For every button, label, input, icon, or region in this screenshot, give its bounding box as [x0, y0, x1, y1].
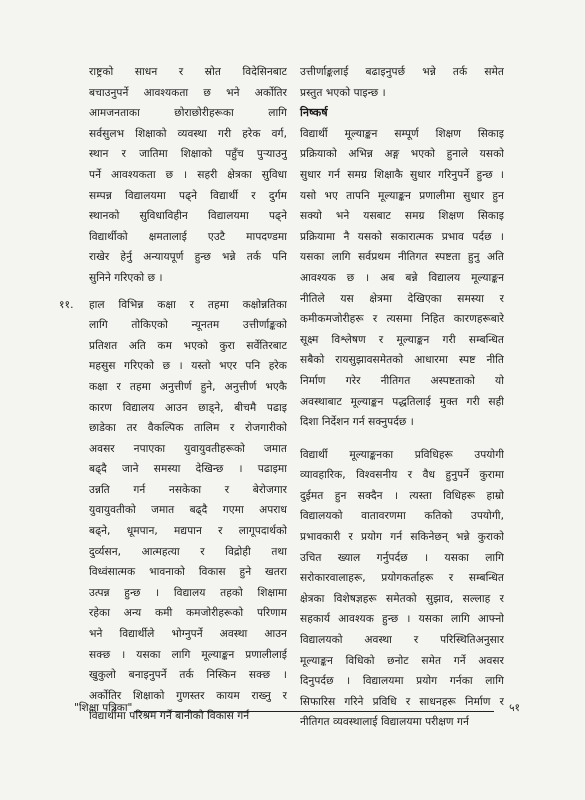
- text-line: व्यावहारिक, विश्वसनीय र वैध हुनुपर्ने कुरामा: [300, 469, 504, 482]
- text-line: बचाउनुपर्ने आवश्यकता छ भने अर्कोतिर: [89, 86, 287, 99]
- text-line: उन्नति गर्न नसकेका र बेरोजगार: [89, 483, 287, 496]
- text-line: महसुस गरिएको छ । यस्तो भएर पनि हरेक: [89, 360, 287, 373]
- text-line: विद्यालयको अवस्था र परिस्थितिअनुसार: [300, 634, 504, 647]
- page-number: ५१: [509, 702, 520, 714]
- left-paragraph-1: [89, 62, 287, 289]
- text-line: पर्ने आवश्यकता छ । सहरी क्षेत्रका सुविधा: [89, 168, 287, 181]
- text-line: सक्यो भने यसबाट समग्र शिक्षण सिकाइ: [300, 210, 504, 223]
- text-line: उत्तीर्णाङ्कलाई बढाइनुपर्छ भन्ने तर्क समेत: [300, 66, 504, 78]
- footer-divider: [134, 711, 494, 712]
- text-line: रहेका अन्य कमी कमजोरीहरूको परिणाम: [89, 607, 287, 620]
- text-line: विद्यार्थीमा परिश्रम गर्ने बानीको विकास गर्न: [89, 710, 250, 723]
- text-line: बढ्ने, धूमपान, मद्यपान र लागूपदार्थको: [89, 525, 287, 538]
- text-line: सूक्ष्म विश्लेषण र मूल्याङ्कन गरी सम्बन्धित: [300, 333, 504, 346]
- text-line: सुनिने गरिएको छ ।: [89, 271, 163, 284]
- text-line: दुईमत हुन सक्दैन । त्यस्ता विधिहरू हाम्रो: [300, 489, 504, 502]
- text-line: सर्वसुलभ शिक्षाको व्यवस्था गरी हरेक वर्ग,: [89, 127, 287, 140]
- text-line: प्रक्रियामा नै यसको सकारात्मक प्रभाव पर्दछ ।: [300, 230, 504, 243]
- text-line: आमजनताका छोराछोरीहरूका लागि: [89, 107, 287, 120]
- text-line: अवसर नपाएका युवायुवतीहरूको जमात: [89, 442, 287, 455]
- text-line: स्थान र जातिमा शिक्षाको पहुँच पुऱ्याउनु: [89, 148, 287, 161]
- text-line: सबैको रायसुझावसमेतको आधारमा स्पष्ट नीति: [300, 354, 504, 367]
- text-line: विद्यार्थी मूल्याङ्कन सम्पूर्ण शिक्षण सिकाइ: [300, 127, 504, 140]
- text-line: खुकुलो बनाइनुपर्ने तर्क निस्किन सक्छ ।: [89, 669, 287, 682]
- text-line: कारण विद्यालय आउन छाड्ने, बीचमै पढाइ: [89, 401, 287, 414]
- text-line: सम्पन्न विद्यालयमा पढ्ने विद्यार्थी र दुर्गम: [89, 189, 287, 202]
- section-heading-conclusion: निष्कर्ष: [300, 106, 328, 120]
- text-line: प्रतिशत अति कम भएको कुरा सर्वेतिरबाट: [89, 339, 287, 352]
- text-line: राखेर हेर्नु अन्यायपूर्ण हुन्छ भन्ने तर्क पनि: [89, 251, 287, 264]
- text-line: सिफारिस गरिने प्रविधि र साधनहरू निर्माण र: [300, 695, 504, 708]
- text-line: यसो भए तापनि मूल्याङ्कन प्रणालीमा सुधार हुन: [300, 189, 504, 202]
- text-line: अवस्थाबाट मूल्याङ्कन पद्धतिलाई मुक्त गरी सही: [300, 395, 504, 408]
- text-line: विद्यार्थी मूल्याङ्कनका प्रविधिहरू उपयोगी: [300, 448, 504, 461]
- text-line: अर्कोतिर शिक्षाको गुणस्तर कायम राख्नु र: [89, 689, 287, 702]
- text-line: मूल्याङ्कन विधिको छनोट समेत गर्ने अवसर: [300, 654, 504, 667]
- text-line: कक्षा र तहमा अनुत्तीर्ण हुने, अनुत्तीर्ण भएकै: [89, 380, 287, 393]
- page-footer: [74, 701, 520, 721]
- text-line: भने विद्यार्थीले भोग्नुपर्ने अवस्था आउन: [89, 628, 287, 641]
- text-line: प्रभावकारी र प्रयोग गर्न सकिनेछन् भन्ने कुराको: [300, 531, 504, 544]
- text-line: नीतिले यस क्षेत्रमा देखिएका समस्या र: [300, 292, 504, 305]
- text-line: विद्यार्थीको क्षमतालाई एउटै मापदण्डमा: [89, 230, 287, 243]
- text-line: दुर्व्यसन, आत्महत्या र विद्रोही तथा: [89, 545, 287, 558]
- text-line: राष्ट्रको साधन र स्रोत विदेसिनबाट: [89, 66, 287, 78]
- right-column: [300, 62, 504, 733]
- text-line: सक्छ । यसका लागि मूल्याङ्कन प्रणालीलाई: [89, 648, 287, 661]
- text-line: दिशा निर्देशन गर्न सक्नुपर्दछ ।: [300, 416, 414, 429]
- text-line: उत्पन्न हुन्छ । विद्यालय तहको शिक्षामा: [89, 586, 287, 599]
- numbered-paragraph-11: [59, 295, 287, 727]
- text-line: उचित ख्याल गर्नुपर्दछ । यसका लागि: [300, 551, 504, 564]
- left-column: [59, 62, 287, 727]
- text-line: निर्माण गरेर नीतिगत अस्पष्टताको यो: [300, 374, 504, 387]
- text-line: क्षेत्रका विशेषज्ञहरू समेतको सुझाव, सल्लाह र: [300, 592, 504, 605]
- text-line: स्थानको सुविधाविहीन विद्यालयमा पढ्ने: [89, 210, 287, 223]
- paragraph-gap: [300, 433, 504, 445]
- journal-title: "शिक्षा पत्रिका": [74, 702, 133, 714]
- text-line: प्रक्रियाको अभिन्न अङ्ग भएको हुनाले यसको: [300, 148, 504, 161]
- text-line: विध्वंसात्मक भावनाको विकास हुने खतरा: [89, 566, 287, 579]
- text-line: हाल विभिन्न कक्षा र तहमा कक्षोन्नतिका: [89, 298, 287, 311]
- text-line: नीतिगत व्यवस्थालाई विद्यालयमा परीक्षण गर्न: [300, 716, 469, 729]
- text-line: छाडेका तर वैकल्पिक तालिम र रोजगारीको: [89, 422, 287, 435]
- text-line: दिनुपर्दछ । विद्यालयमा प्रयोग गर्नका लागि: [300, 675, 504, 688]
- conclusion-paragraph-1: [300, 124, 504, 433]
- text-line: आवश्यक छ । अब बन्ने विद्यालय मूल्याङ्कन: [300, 271, 504, 284]
- text-line: सरोकारवालाहरू, प्रयोगकर्ताहरू र सम्बन्धित: [300, 572, 504, 585]
- text-line: लागि तोकिएको न्यूनतम उत्तीर्णाङ्कको: [89, 319, 287, 332]
- text-line: यसका लागि सर्वप्रथम नीतिगत स्पष्टता हुनु अति: [300, 251, 504, 264]
- text-line: सहकार्य आवश्यक हुन्छ । यसका लागि आफ्नो: [300, 613, 504, 626]
- paragraph-number: ११.: [59, 298, 74, 311]
- text-line: विद्यालयको वातावरणमा कतिको उपयोगी,: [300, 510, 504, 523]
- text-line: सुधार गर्न समग्र शिक्षाकै सुधार गरिनुपर्ने हुन्छ ।: [300, 168, 504, 181]
- text-line: प्रस्तुत भएको पाइन्छ ।: [300, 86, 386, 99]
- text-line: बढ्दै जाने समस्या देखिन्छ । पढाइमा: [89, 463, 287, 476]
- left-paragraph-2-body: [89, 295, 287, 727]
- text-line: युवायुवतीको जमात बढ्दै गएमा अपराध: [89, 504, 287, 517]
- right-intro-paragraph: [300, 62, 504, 103]
- conclusion-paragraph-2: [300, 445, 504, 733]
- text-line: कमीकमजोरीहरू र त्यसमा निहित कारणहरूबारे: [300, 313, 504, 326]
